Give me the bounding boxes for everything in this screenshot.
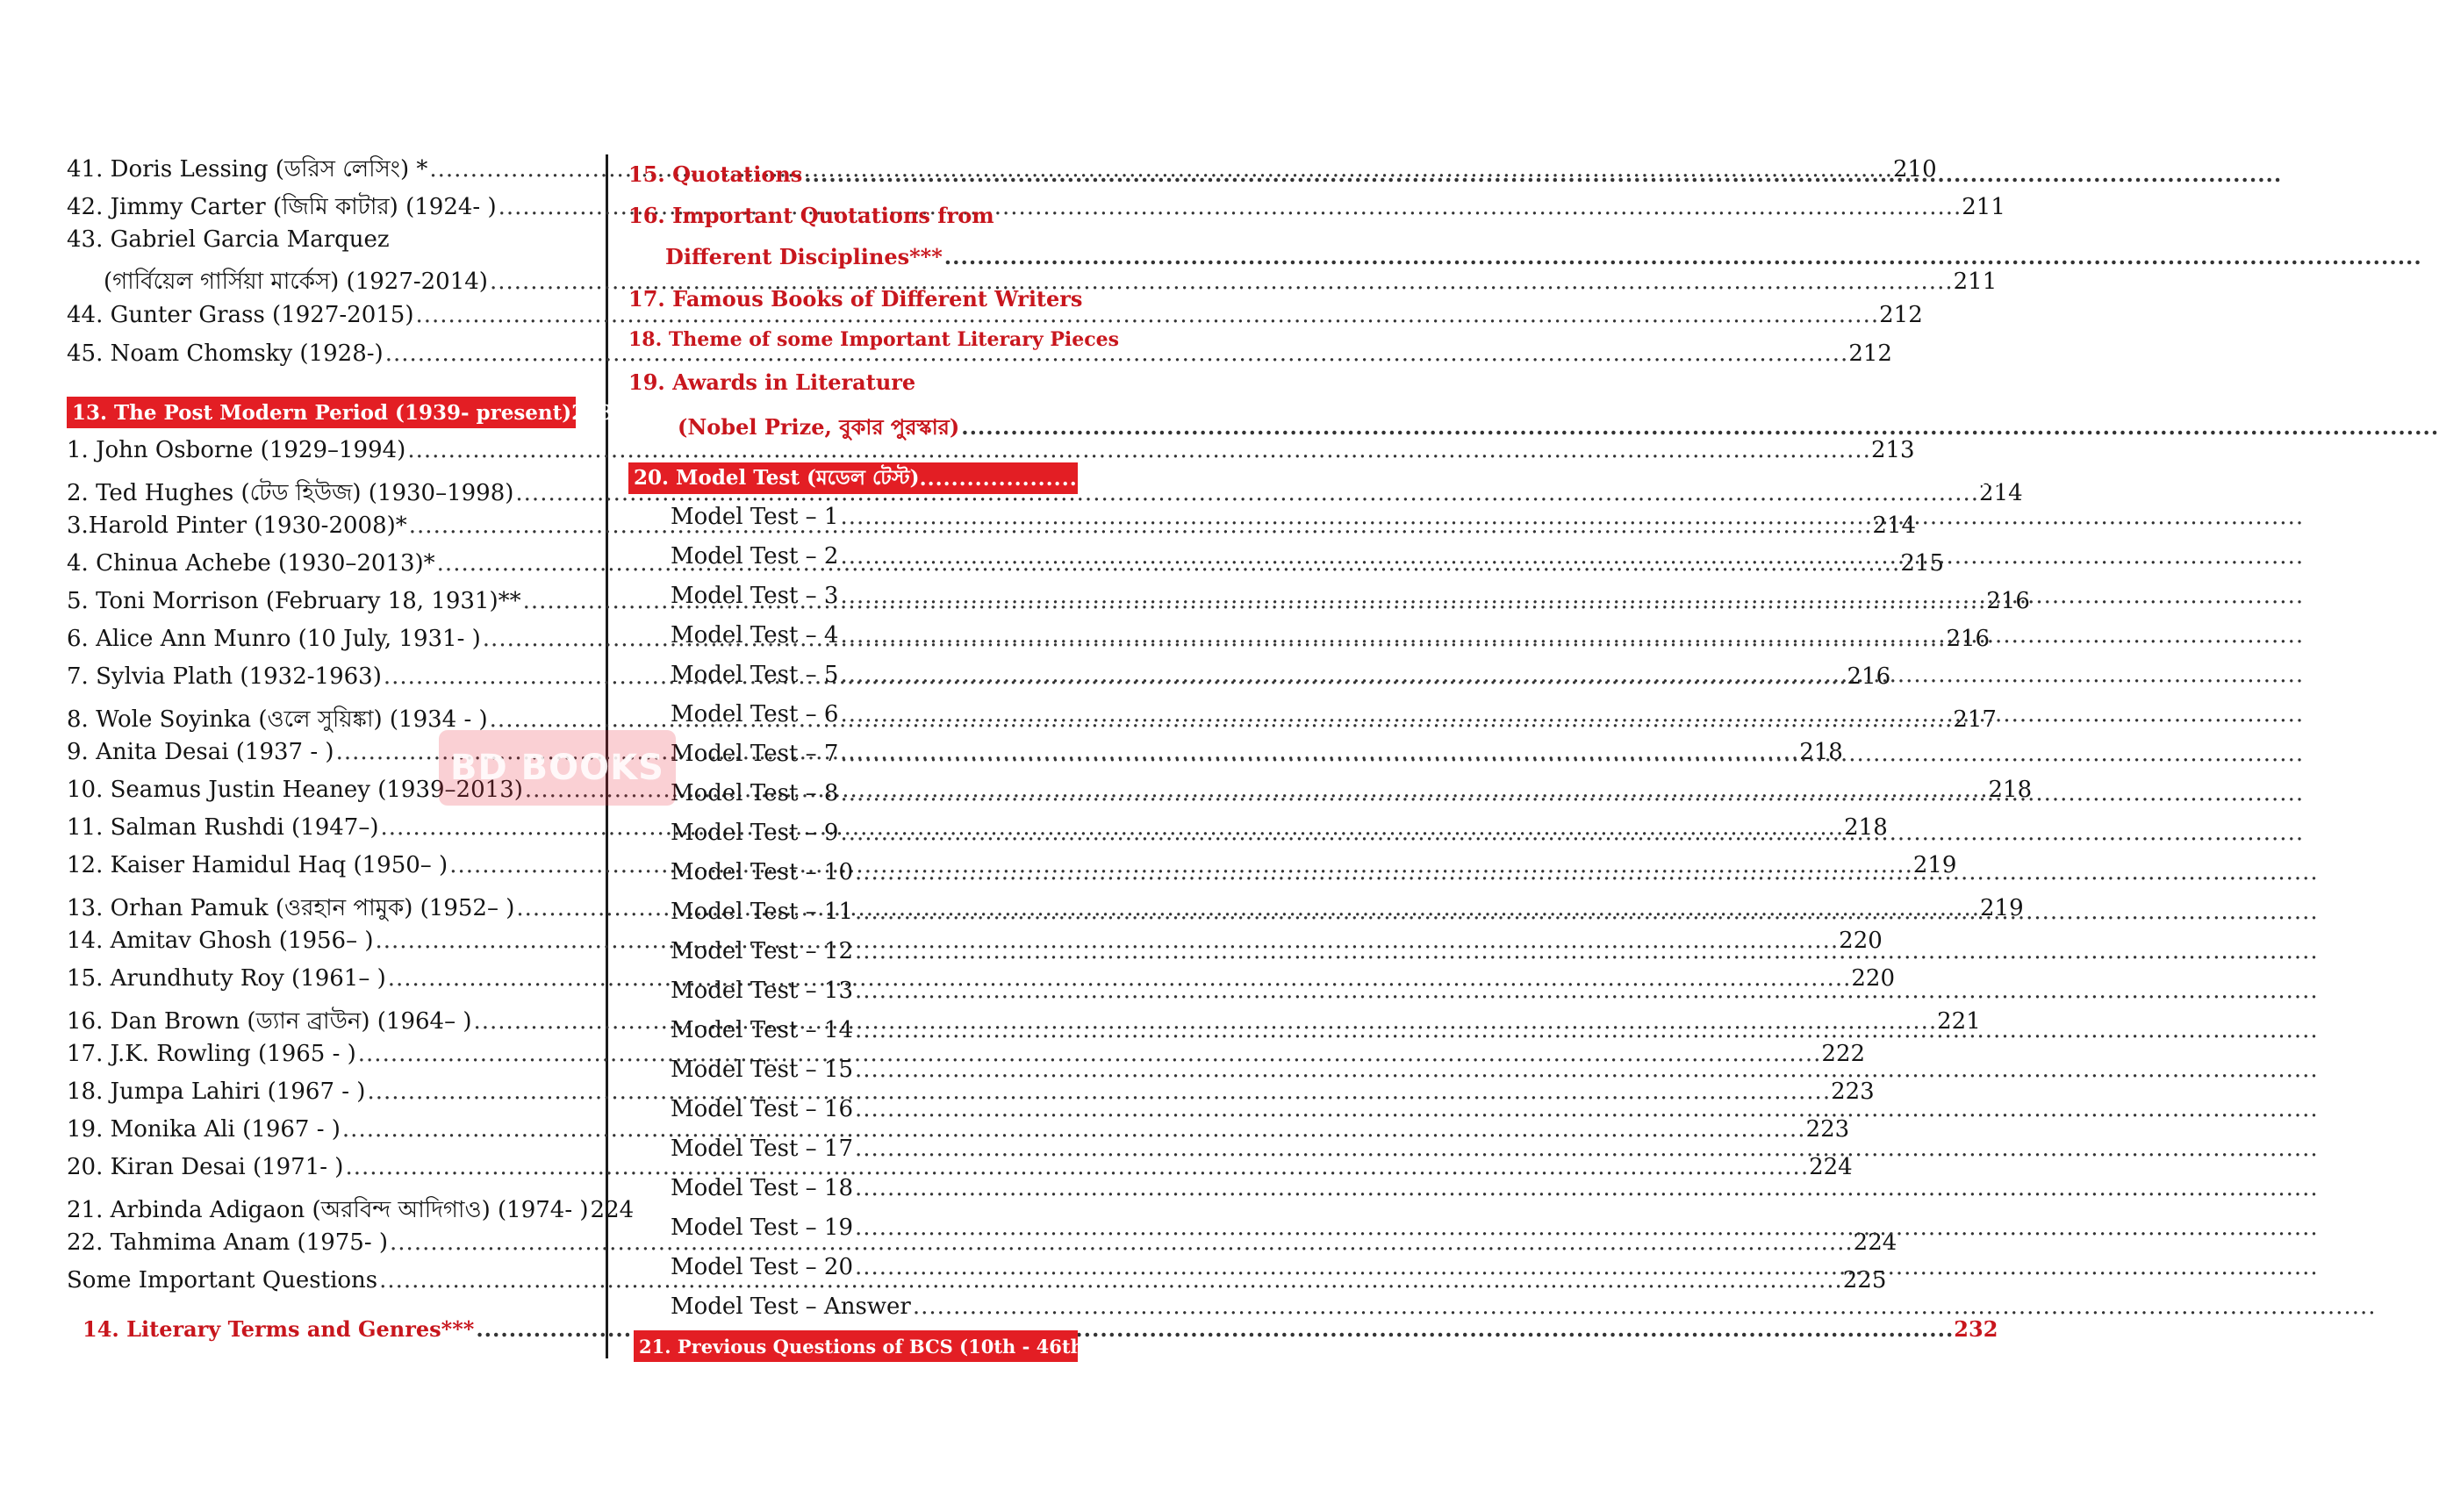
page-number: 223	[1805, 1116, 1850, 1143]
model-test-entry[interactable]: Model Test – 16 .....	[671, 1096, 1078, 1122]
section-17-heading[interactable]: 17. Famous Books of Different Writers	[628, 286, 1083, 312]
model-test-entry[interactable]: Model Test – 11 .....	[671, 899, 1078, 925]
toc-entry[interactable]: 20. Kiran Desai (1971- ) ..... 224	[67, 1154, 576, 1180]
page-number: 224	[1809, 1154, 1853, 1180]
dot-leader	[855, 1215, 2319, 1241]
dot-leader	[840, 543, 2304, 570]
toc-entry[interactable]: 12. Kaiser Hamidul Haq (1950– ) ..... 219	[67, 852, 576, 878]
toc-entry[interactable]: 42. Jimmy Carter (জিমি কাটার) (1924- ) ..... 211	[67, 189, 576, 227]
toc-entry[interactable]: 16. Dan Brown (ড্যান ব্রাউন) (1964– ) ..... 221	[67, 1003, 576, 1042]
toc-entry[interactable]: 21. Arbinda Adigaon (অরবিন্দ আদিগাও) (1974- ) 224	[67, 1197, 635, 1223]
model-test-entry[interactable]: Model Test – 7 .....	[671, 741, 1078, 767]
model-test-entry[interactable]: Model Test – 19 .....	[671, 1215, 1078, 1241]
page-number: 219	[1980, 895, 2024, 921]
page-number: 216	[1847, 663, 1891, 690]
page-number: 224	[1853, 1229, 1897, 1256]
section-16-heading[interactable]: 16. Important Quotations from	[628, 203, 994, 228]
toc-entry[interactable]: 1. John Osborne (1929–1994) ..... 213	[67, 437, 576, 463]
page-number: 218	[1988, 777, 2033, 803]
section-15-heading[interactable]: 15. Quotations .....	[628, 161, 1078, 187]
model-test-entry[interactable]: Model Test – 6 .....	[671, 701, 1078, 727]
toc-entry[interactable]: 7. Sylvia Plath (1932-1963) ..... 216	[67, 663, 576, 690]
dot-leader	[840, 583, 2304, 609]
model-test-entry[interactable]: Model Test – 13 .....	[671, 978, 1078, 1004]
section-14-heading[interactable]: 14. Literary Terms and Genres*** ..... 232	[82, 1316, 576, 1342]
toc-entry[interactable]: 8. Wole Soyinka (ওলে সুয়িঙ্কা) (1934 - ) ..... 217	[67, 701, 576, 740]
dot-leader	[913, 1293, 2377, 1320]
section-16-continuation[interactable]: Different Disciplines*** .....	[665, 244, 1078, 269]
toc-entry[interactable]: 18. Jumpa Lahiri (1967 - ) ..... 223	[67, 1078, 576, 1105]
section-19-heading[interactable]: 19. Awards in Literature	[628, 369, 916, 395]
toc-entry[interactable]: 11. Salman Rushdi (1947–) ..... 218	[67, 814, 576, 841]
page-number: 225	[1842, 1267, 1887, 1293]
toc-entry[interactable]: 13. Orhan Pamuk (ওরহান পামুক) (1952– ) ..... 219	[67, 890, 576, 928]
toc-entry[interactable]: 19. Monika Ali (1967 - ) ..... 223	[67, 1116, 576, 1143]
dot-leader	[920, 467, 2090, 491]
page-number: 221	[1937, 1008, 1981, 1035]
model-test-entry[interactable]: Model Test – 17 .....	[671, 1136, 1078, 1162]
section-20-heading[interactable]: 20. Model Test (মডেল টেস্ট) .....	[628, 462, 1078, 494]
section-13-heading[interactable]: 13. The Post Modern Period (1939- present) 213	[67, 397, 576, 428]
toc-entry[interactable]: 15. Arundhuty Roy (1961– ) ..... 220	[67, 965, 576, 992]
model-test-entry[interactable]: Model Test – 10 .....	[671, 859, 1078, 885]
dot-leader	[840, 701, 2304, 727]
dot-leader	[944, 244, 2422, 269]
toc-entry[interactable]: Some Important Questions ..... 225	[67, 1267, 576, 1293]
toc-entry[interactable]: 4. Chinua Achebe (1930–2013)* ..... 215	[67, 550, 576, 577]
page-number: 224	[590, 1197, 635, 1223]
section-21-heading[interactable]: 21. Previous Questions of BCS (10th - 46th)***	[634, 1330, 1078, 1362]
dot-leader	[961, 414, 2439, 440]
dot-leader	[840, 741, 2304, 767]
page-number: 214	[1872, 512, 1917, 539]
toc-entry[interactable]: 43. Gabriel Garcia Marquez	[67, 226, 390, 253]
toc-entry[interactable]: 41. Doris Lessing (ডরিস লেসিং) * ..... 210	[67, 151, 576, 190]
model-test-entry[interactable]: Model Test – 20 .....	[671, 1254, 1078, 1280]
toc-entry[interactable]: 10. Seamus Justin Heaney (1939–2013) ..... 218	[67, 777, 576, 803]
model-test-entry[interactable]: Model Test – 4 .....	[671, 622, 1078, 649]
dot-leader	[855, 1254, 2319, 1280]
model-test-entry[interactable]: Model Test – 9 .....	[671, 820, 1078, 846]
page-number: 218	[1844, 814, 1888, 841]
toc-entry[interactable]: 3.Harold Pinter (1930-2008)* ..... 214	[67, 512, 576, 539]
dot-leader	[840, 504, 2304, 530]
section-18-heading[interactable]: 18. Theme of some Important Literary Pieces	[628, 328, 1120, 351]
toc-entry[interactable]: 22. Tahmima Anam (1975- ) ..... 224	[67, 1229, 576, 1256]
page-number: 223	[1831, 1078, 1875, 1105]
toc-entry[interactable]: 44. Gunter Grass (1927-2015) ..... 212	[67, 302, 576, 328]
dot-leader	[855, 978, 2319, 1004]
page-number: 216	[1986, 588, 2030, 614]
page-number: 222	[1821, 1041, 1866, 1067]
page-number: 220	[1851, 965, 1896, 992]
dot-leader	[855, 938, 2319, 964]
dot-leader	[855, 899, 2319, 925]
toc-entry[interactable]: 45. Noam Chomsky (1928-) ..... 212	[67, 340, 576, 367]
dot-leader	[840, 780, 2304, 806]
page-number: 215	[1900, 550, 1944, 577]
toc-entry[interactable]: 5. Toni Morrison (February 18, 1931)** ..... 216	[67, 588, 576, 614]
toc-entry[interactable]: 17. J.K. Rowling (1965 - ) ..... 222	[67, 1041, 576, 1067]
model-test-answer-entry[interactable]: Model Test – Answer .....	[671, 1293, 1078, 1320]
page-number: 210	[1893, 156, 1937, 183]
dot-leader	[855, 1057, 2319, 1083]
page-number: 213	[1870, 437, 1915, 463]
model-test-entry[interactable]: Model Test – 5 .....	[671, 662, 1078, 688]
toc-entry[interactable]: 14. Amitav Ghosh (1956– ) ..... 220	[67, 928, 576, 954]
page-number: 211	[1962, 194, 2005, 220]
model-test-entry[interactable]: Model Test – 15 .....	[671, 1057, 1078, 1083]
model-test-entry[interactable]: Model Test – 18 .....	[671, 1175, 1078, 1201]
model-test-entry[interactable]: Model Test – 2 .....	[671, 543, 1078, 570]
model-test-entry[interactable]: Model Test – 12 .....	[671, 938, 1078, 964]
model-test-entry[interactable]: Model Test – 1 .....	[671, 504, 1078, 530]
section-19-continuation[interactable]: (Nobel Prize, বুকার পুরস্কার) .....	[678, 412, 1078, 447]
dot-leader	[804, 161, 2282, 187]
page-number: 218	[1799, 739, 1843, 765]
toc-entry[interactable]: 9. Anita Desai (1937 - ) ..... 218	[67, 739, 576, 765]
dot-leader	[840, 820, 2304, 846]
page-number: 216	[1946, 626, 1991, 652]
page-number: 212	[1879, 302, 1923, 328]
dot-leader	[855, 859, 2319, 885]
model-test-entry[interactable]: Model Test – 3 .....	[671, 583, 1078, 609]
dot-leader	[855, 1017, 2319, 1043]
dot-leader	[840, 662, 2304, 688]
dot-leader	[407, 437, 1871, 463]
page-number: 220	[1839, 928, 1883, 954]
page-number: 219	[1912, 852, 1957, 878]
page-number: 211	[1953, 269, 1998, 295]
toc-entry[interactable]: 6. Alice Ann Munro (10 July, 1931- ) ..... 216	[67, 626, 576, 652]
toc-entry[interactable]: 2. Ted Hughes (টেড হিউজ) (1930–1998) ..... 214	[67, 475, 576, 513]
page-number: 214	[1979, 480, 2023, 506]
dot-leader	[855, 1096, 2319, 1122]
watermark-logo: BD BOOKS	[439, 730, 676, 806]
toc-entry-continuation[interactable]: (গার্বিয়েল গার্সিয়া মার্কেস) (1927-2014) ..... 211	[104, 263, 576, 302]
model-test-entry[interactable]: Model Test – 8 .....	[671, 780, 1078, 806]
dot-leader	[840, 622, 2304, 649]
dot-leader	[855, 1175, 2319, 1201]
dot-leader	[855, 1136, 2319, 1162]
page-number: 217	[1953, 706, 1997, 733]
page-number: 213	[571, 400, 614, 425]
page-number: 212	[1848, 340, 1892, 367]
page-number: 232	[1954, 1316, 1998, 1342]
model-test-entry[interactable]: Model Test – 14 .....	[671, 1017, 1078, 1043]
